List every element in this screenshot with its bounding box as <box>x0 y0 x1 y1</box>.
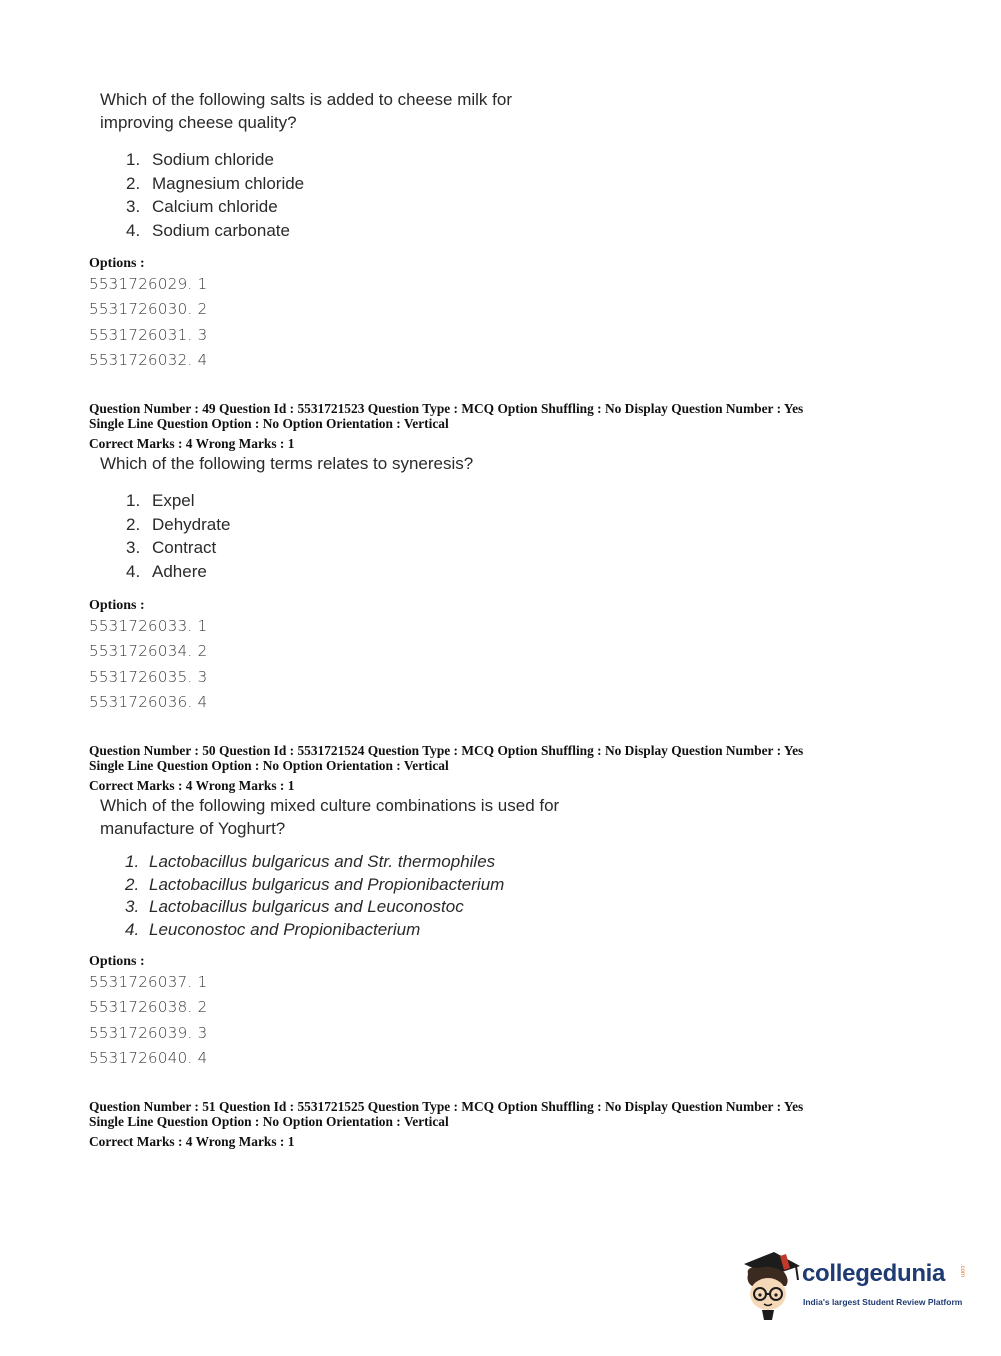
option-item: 5531726033. 1 <box>89 617 208 635</box>
question-50-text-line1: Which of the following mixed culture combinations is used for <box>100 796 560 815</box>
choice-item: 3. Lactobacillus bulgaricus and Leuconostoc <box>125 897 464 917</box>
option-item: 5531726030. 2 <box>89 300 208 319</box>
logo-com: .com <box>959 1264 965 1278</box>
option-item: 5531726040. 4 <box>89 1048 208 1067</box>
question-49-text-line1: Which of the following terms relates to syneresis? <box>100 454 474 473</box>
option-item: 5531726034. 2 <box>89 642 208 661</box>
question-50-meta-line3: Correct Marks : 4 Wrong Marks : 1 <box>89 778 295 793</box>
question-48-text <box>100 88 512 134</box>
question-49-options-label: Options : <box>89 598 145 613</box>
option-item: 5531726031. 3 <box>89 325 208 344</box>
question-50-choices <box>125 851 504 941</box>
question-51-meta-line2: Single Line Question Option : No Option Orientation : Vertical <box>89 1114 449 1129</box>
option-item: 5531726038. 2 <box>89 998 208 1017</box>
choice-item: 1. Lactobacillus bulgaricus and Str. thermophiles <box>125 852 496 871</box>
choice-item: 4. Sodium carbonate <box>126 221 290 241</box>
question-48-choices <box>126 148 304 243</box>
question-48-options <box>89 272 207 373</box>
question-49-choices <box>126 489 230 584</box>
question-50-meta-line2: Single Line Question Option : No Option Orientation : Vertical <box>89 758 449 773</box>
question-49-meta-line1: Question Number : 49 Question Id : 5531721523 Question Type : MCQ Option Shuffling : No Display Question Number : Yes <box>89 401 804 416</box>
option-item: 5531726037. 1 <box>89 973 208 991</box>
choice-item: 1. Expel <box>126 491 195 510</box>
choice-item: 2. Magnesium chloride <box>126 173 305 193</box>
logo-tagline: India's largest Student Review Platform <box>803 1297 963 1307</box>
question-50-text <box>100 794 559 840</box>
question-50-text-line2: manufacture of Yoghurt? <box>100 819 286 838</box>
option-item: 5531726032. 4 <box>89 350 208 369</box>
option-item: 5531726029. 1 <box>89 275 208 293</box>
option-item: 5531726036. 4 <box>89 692 208 711</box>
choice-item: 4. Leuconostoc and Propionibacterium <box>125 919 421 939</box>
question-50-options-label: Options : <box>89 954 145 969</box>
question-49-meta <box>89 401 803 451</box>
choice-item: 2. Dehydrate <box>126 514 231 534</box>
question-49-meta-line2: Single Line Question Option : No Option Orientation : Vertical <box>89 416 449 431</box>
question-48-text-line2: improving cheese quality? <box>100 113 297 132</box>
option-item: 5531726035. 3 <box>89 667 208 686</box>
question-51-meta-line3: Correct Marks : 4 Wrong Marks : 1 <box>89 1134 295 1149</box>
question-50-options <box>89 970 207 1071</box>
choice-item: 3. Calcium chloride <box>126 197 278 217</box>
choice-item: 4. Adhere <box>126 562 207 582</box>
question-50-meta <box>89 743 803 793</box>
question-49-text <box>100 452 473 475</box>
question-51-meta <box>89 1099 803 1149</box>
question-49-options <box>89 614 207 715</box>
question-50-meta-line1: Question Number : 50 Question Id : 5531721524 Question Type : MCQ Option Shuffling : No Display Question Number : Yes <box>89 743 804 758</box>
option-item: 5531726039. 3 <box>89 1023 208 1042</box>
mascot-icon <box>740 1250 802 1320</box>
question-48-options-label: Options : <box>89 256 145 271</box>
question-51-meta-line1: Question Number : 51 Question Id : 5531721525 Question Type : MCQ Option Shuffling : No Display Question Number : Yes <box>89 1099 804 1114</box>
question-49-meta-line3: Correct Marks : 4 Wrong Marks : 1 <box>89 436 295 451</box>
logo-wordmark: collegedunia <box>802 1260 946 1287</box>
choice-item: 1. Sodium chloride <box>126 150 274 169</box>
choice-item: 3. Contract <box>126 538 217 558</box>
collegedunia-logo <box>740 1250 970 1320</box>
question-48-text-line1: Which of the following salts is added to cheese milk for <box>100 90 512 109</box>
choice-item: 2. Lactobacillus bulgaricus and Propionibacterium <box>125 874 505 894</box>
